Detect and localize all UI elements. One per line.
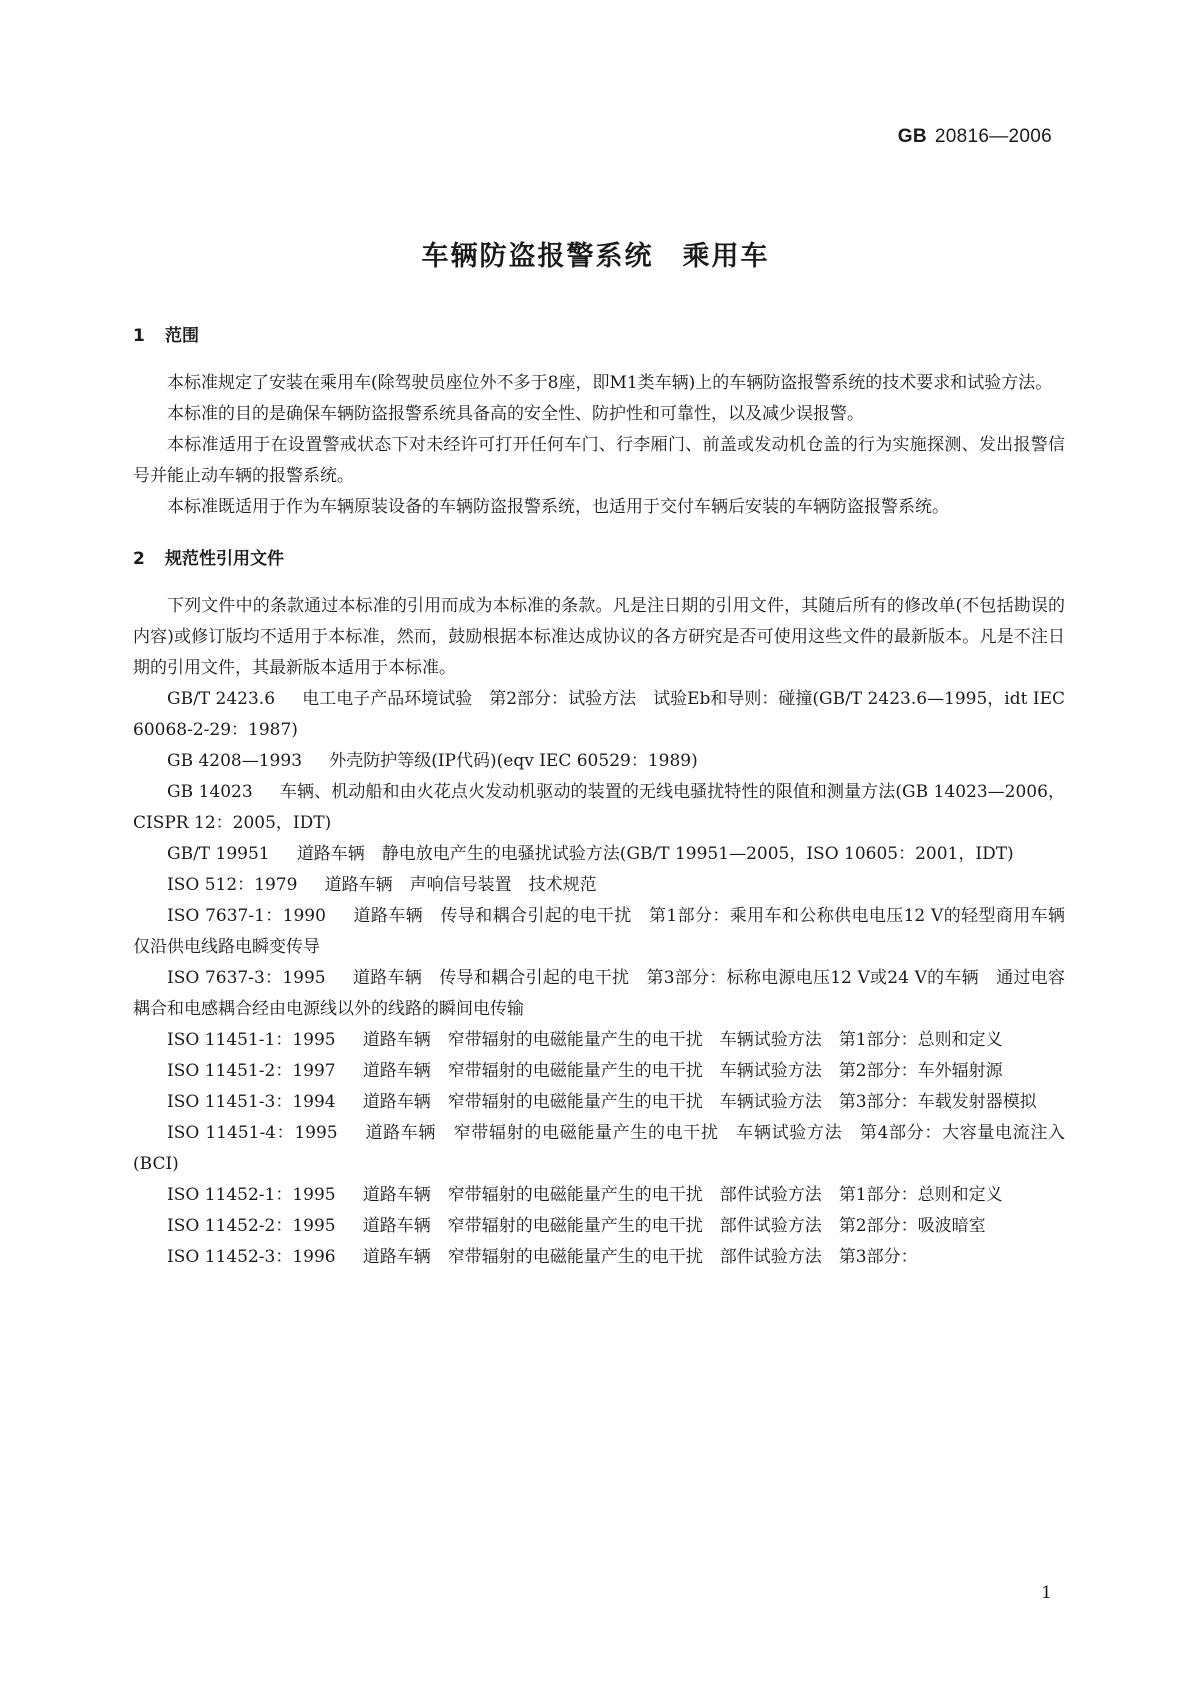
reference-text: 道路车辆 窄带辐射的电磁能量产生的电干扰 部件试验方法 第2部分：吸波暗室 <box>362 1216 986 1236</box>
reference-code: ISO 7637-3：1995 <box>167 968 326 988</box>
section-number: 1 <box>133 326 145 346</box>
reference-code: ISO 11451-2：1997 <box>167 1061 336 1081</box>
reference-entry <box>133 1180 1065 1211</box>
paragraph: 下列文件中的条款通过本标准的引用而成为本标准的条款。凡是注日期的引用文件，其随后所有的修改单(不包括勘误的内容)或修订版均不适用于本标准，然而，鼓励根据本标准达成协议的各方研究是否可使用这些文件的最新版本。凡是不注日期的引用文件，其最新版本适用于本标准。 <box>133 596 1065 678</box>
reference-code: ISO 11452-2：1995 <box>167 1216 336 1236</box>
section-1-heading <box>133 320 1065 352</box>
reference-text: 道路车辆 窄带辐射的电磁能量产生的电干扰 部件试验方法 第3部分： <box>362 1247 918 1267</box>
page-number: 1 <box>1041 1583 1052 1603</box>
reference-entry <box>133 1211 1065 1242</box>
reference-entry <box>133 870 1065 901</box>
paragraph: 本标准既适用于作为车辆原装设备的车辆防盗报警系统，也适用于交付车辆后安装的车辆防盗报警系统。 <box>167 497 949 517</box>
reference-entry <box>133 1087 1065 1118</box>
reference-code: ISO 11451-4：1995 <box>167 1123 338 1143</box>
reference-entry <box>133 901 1082 963</box>
paragraph: 本标准规定了安装在乘用车(除驾驶员座位外不多于8座，即M1类车辆)上的车辆防盗报警系统的技术要求和试验方法。 <box>167 373 1053 393</box>
paragraph: 本标准的目的是确保车辆防盗报警系统具备高的安全性、防护性和可靠性，以及减少误报警。 <box>167 404 864 424</box>
standard-identifier <box>898 126 1052 148</box>
reference-code: ISO 11452-1：1995 <box>167 1185 336 1205</box>
reference-text: 外壳防护等级(IP代码)(eqv IEC 60529：1989) <box>329 751 698 771</box>
reference-entry <box>133 963 1065 1025</box>
reference-code: GB 14023 <box>167 782 253 802</box>
reference-code: GB 4208—1993 <box>167 751 303 771</box>
reference-code: GB/T 19951 <box>167 844 270 864</box>
reference-code: ISO 11451-1：1995 <box>167 1030 336 1050</box>
reference-text: 道路车辆 窄带辐射的电磁能量产生的电干扰 车辆试验方法 第2部分：车外辐射源 <box>362 1061 1003 1081</box>
reference-text: 电工电子产品环境试验 第2部分：试验方法 试验Eb和导则：碰撞(GB/T 2423.6—1995，idt IEC 60068-2-29：1987) <box>133 689 1065 740</box>
section-title: 规范性引用文件 <box>165 549 284 569</box>
reference-text: 道路车辆 窄带辐射的电磁能量产生的电干扰 部件试验方法 第1部分：总则和定义 <box>362 1185 1003 1205</box>
reference-entry <box>133 839 1065 870</box>
reference-entry <box>133 746 1065 777</box>
reference-code: ISO 512：1979 <box>167 875 298 895</box>
reference-text: 车辆、机动船和由火花点火发动机驱动的装置的无线电骚扰特性的限值和测量方法(GB 14023—2006，CISPR 12：2005，IDT) <box>133 782 1065 833</box>
reference-entry <box>133 684 1065 746</box>
reference-text: 道路车辆 声响信号装置 技术规范 <box>324 875 597 895</box>
reference-code: ISO 11451-3：1994 <box>167 1092 336 1112</box>
standard-prefix: GB <box>897 126 927 147</box>
standard-number: 20816—2006 <box>934 126 1052 147</box>
reference-text: 道路车辆 窄带辐射的电磁能量产生的电干扰 车辆试验方法 第4部分：大容量电流注入(BCI) <box>133 1123 1065 1174</box>
reference-entry <box>133 1056 1065 1087</box>
section-title: 范围 <box>165 326 199 346</box>
reference-text: 道路车辆 窄带辐射的电磁能量产生的电干扰 车辆试验方法 第3部分：车载发射器模拟 <box>362 1092 1037 1112</box>
reference-entry <box>133 1025 1065 1056</box>
document-title: 车辆防盗报警系统 乘用车 <box>421 241 770 272</box>
paragraph: 本标准适用于在设置警戒状态下对未经许可打开任何车门、行李厢门、前盖或发动机仓盖的行为实施探测、发出报警信号并能止动车辆的报警系统。 <box>133 435 1065 486</box>
reference-text: 道路车辆 静电放电产生的电骚扰试验方法(GB/T 19951—2005，ISO 10605：2001，IDT) <box>296 844 1014 864</box>
reference-text: 道路车辆 窄带辐射的电磁能量产生的电干扰 车辆试验方法 第1部分：总则和定义 <box>362 1030 1003 1050</box>
reference-code: GB/T 2423.6 <box>167 689 276 709</box>
document-body <box>133 320 1082 1273</box>
reference-code: ISO 11452-3：1996 <box>167 1247 336 1267</box>
section-2-heading <box>133 543 1065 575</box>
reference-text: 道路车辆 传导和耦合引起的电干扰 第1部分：乘用车和公称供电电压12 V的轻型商用车辆 仅沿供电线路电瞬变传导 <box>133 906 1082 957</box>
section-number: 2 <box>133 549 145 569</box>
reference-entry <box>133 1118 1065 1180</box>
reference-entry <box>133 1242 1065 1273</box>
reference-entry <box>133 777 1065 839</box>
reference-code: ISO 7637-1：1990 <box>167 906 326 926</box>
reference-text: 道路车辆 传导和耦合引起的电干扰 第3部分：标称电源电压12 V或24 V的车辆 通过电容耦合和电感耦合经由电源线以外的线路的瞬间电传输 <box>133 968 1065 1019</box>
